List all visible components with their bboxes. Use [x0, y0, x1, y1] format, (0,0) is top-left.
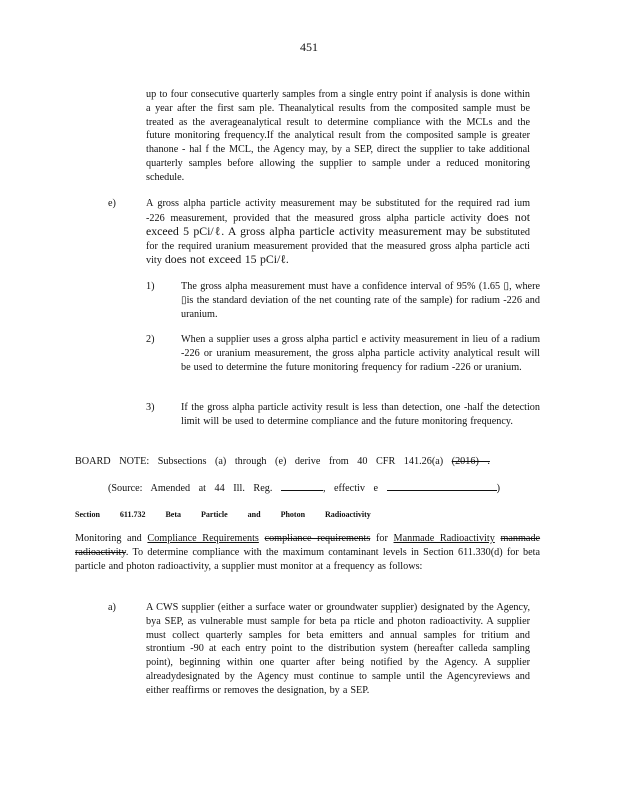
register-volume-blank: [281, 481, 323, 491]
item-e-text-b: does not exceed 5 pCi/ℓ. A gross alpha particle activity measurement may be: [146, 209, 531, 238]
source-open: (Source: Amended at 44 Ill. Reg.: [108, 483, 273, 494]
board-note: [75, 455, 545, 469]
effective-date-blank: [387, 481, 497, 491]
item-a-text: A CWS supplier (either a surface water or groundwater supplier) designated by the Agency, bya SEP, as vulnerable must sample for beta pa rticle and photon radioactivity. A supplier must collect quarterly samples for beta emitters and annual samples for tritium and strontium -90 at each entry point to the distribution system (hereafter calleda sampling point), beginning within one quarter after being notified by the Agency. A supplier alreadydesignated by the Agency must continue to sample until the Agencyreviews and either reaffirms or removes the designation, by a SEP.: [146, 602, 530, 696]
board-note-struck: (2016) .: [451, 456, 490, 467]
section-heading: [75, 509, 545, 520]
sub-item-1-text: The gross alpha measurement must have a confidence interval of 95% (1.65 ▯, where ▯is the standard deviation of the net counting rate of the sample) for radium -226 and uranium.: [181, 281, 540, 320]
monitoring-inserted-2: Manmade Radioactivity: [393, 533, 495, 544]
intro-paragraph: up to four consecutive quarterly samples from a single entry point if analysis is done within a year after the first sam ple. Theanalytical results from the composited sample must be treated as the averageanalytical result to determine compliance with the MCLs and the future monitoring frequency.If the analytical result from the composited sample is greater thanone - hal f the MCL, the Agency may, by a SEP, direct the supplier to take additional quarterly samples before allowing the supplier to sample under a reduced monitoring schedule.: [146, 89, 530, 183]
section-word: Section: [75, 510, 100, 519]
monitoring-mid: for: [375, 533, 388, 544]
item-e-label: e): [108, 198, 116, 209]
monitoring-struck-1: compliance requirements: [264, 533, 371, 544]
sub-item-1-label: 1): [146, 281, 155, 292]
source-close: ): [496, 483, 500, 494]
section-title-word: and: [247, 510, 261, 519]
item-a-label: a): [108, 602, 116, 613]
sub-item-3-label: 3): [146, 402, 155, 413]
section-number: 611.732: [119, 510, 146, 519]
section-title-word: Particle: [201, 510, 228, 519]
sub-item-2-label: 2): [146, 334, 155, 345]
source-note: [108, 481, 538, 496]
section-title-word: Photon: [280, 510, 306, 519]
section-title-word: Radioactivity: [325, 510, 371, 519]
page-number: 451: [300, 40, 318, 54]
monitoring-lead: Monitoring and: [75, 533, 142, 544]
item-e-text-a: A gross alpha particle activity measurement may be substituted for the required rad ium -226 measurement, provided that the measured gross alpha particle activity: [146, 198, 530, 224]
monitoring-paragraph: [75, 532, 540, 573]
sub-item-3-text: If the gross alpha particle activity result is less than detection, one -half the detection limit will be used to determine compliance and the future monitoring frequency.: [181, 402, 540, 427]
item-e-text-d: does not exceed 15 pCi/ℓ.: [164, 252, 289, 266]
board-note-text: BOARD NOTE: Subsections (a) through (e) derive from 40 CFR 141.26(a): [75, 456, 444, 467]
sub-item-2-text: When a supplier uses a gross alpha particl e activity measurement in lieu of a radium -226 or uranium measurement, the gross alpha particle activity analytical result will be used to determine the future monitoring frequency for radium -226 or uranium.: [181, 334, 540, 373]
monitoring-tail: . To determine compliance with the maximum contaminant levels in Section 611.330(d) for beta particle and photon radioactivity, a supplier must monitor at a frequency as follows:: [75, 546, 540, 572]
monitoring-inserted-1: Compliance Requirements: [147, 533, 259, 544]
section-title-word: Beta: [165, 510, 182, 519]
monitoring-struck-2: manmade radioactivity: [75, 533, 541, 558]
item-e-paragraph: [146, 197, 530, 268]
item-e-text-c: substituted for the required uranium measurement provided that the measured gross alpha particle acti vity: [146, 227, 530, 266]
source-effective: , effectiv e: [322, 483, 379, 494]
